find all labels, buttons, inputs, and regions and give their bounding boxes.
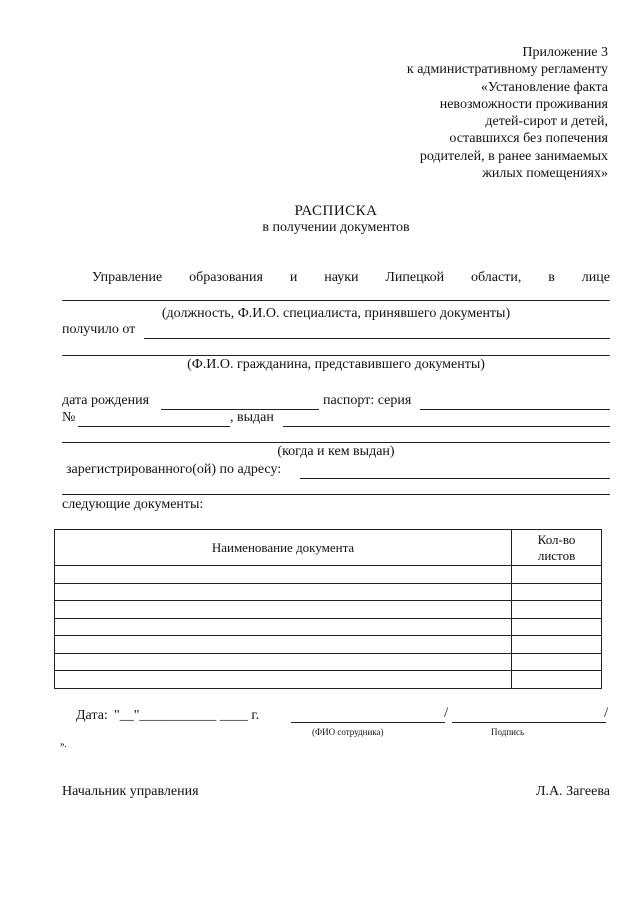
employee-name-caption: (ФИО сотрудника) — [312, 727, 384, 737]
stray-mark: ». — [60, 739, 67, 749]
table-row[interactable] — [55, 566, 602, 584]
sheet-count-cell[interactable] — [512, 636, 602, 654]
sheet-count-header — [512, 530, 602, 566]
appendix-header — [348, 44, 608, 182]
sheet-count-cell[interactable] — [512, 653, 602, 671]
intro-word: и — [289, 270, 298, 285]
header-line: невозможности проживания — [439, 96, 608, 112]
sheet-count-cell[interactable] — [512, 583, 602, 601]
specialist-caption: (должность, Ф.И.О. специалиста, принявшего документы) — [161, 306, 511, 321]
intro-line — [62, 270, 610, 286]
citizen-caption: (Ф.И.О. гражданина, представившего документы) — [187, 357, 485, 372]
header-line: «Установление факта — [480, 79, 608, 95]
doc-name-cell[interactable] — [55, 601, 512, 619]
intro-word: науки — [324, 270, 359, 285]
registered-address-label: зарегистрированного(ой) по адресу: — [66, 462, 282, 477]
birth-date-label: дата рождения — [62, 393, 150, 408]
table-row[interactable] — [55, 618, 602, 636]
document-title: РАСПИСКА — [294, 203, 378, 219]
signatory-position: Начальник управления — [62, 784, 199, 799]
issued-label: , выдан — [230, 410, 274, 425]
passport-series-label: паспорт: серия — [323, 393, 412, 408]
doc-name-cell[interactable] — [55, 636, 512, 654]
employee-name-field[interactable] — [291, 722, 445, 723]
slash-separator: / — [444, 705, 449, 721]
issued-continuation-field[interactable] — [62, 442, 610, 443]
received-from-field[interactable] — [144, 338, 610, 339]
header-line: родителей, в ранее занимаемых — [419, 148, 608, 164]
intro-word: Липецкой — [385, 270, 445, 285]
documents-label: следующие документы: — [62, 497, 204, 512]
header-line: детей-сирот и детей, — [485, 114, 608, 130]
registered-address-field[interactable] — [300, 478, 610, 479]
doc-name-cell[interactable] — [55, 583, 512, 601]
issued-field[interactable] — [283, 426, 610, 427]
passport-number-field[interactable] — [78, 426, 230, 427]
table-row[interactable] — [55, 601, 602, 619]
header-line: Приложение 3 — [522, 45, 608, 60]
sheet-count-header-text: Кол-во листов — [537, 531, 576, 563]
table-row[interactable] — [55, 653, 602, 671]
signature-caption: Подпись — [491, 727, 525, 737]
header-line: оставшихся без попечения — [449, 131, 608, 147]
citizen-name-field[interactable] — [62, 355, 610, 356]
intro-word: лице — [581, 270, 610, 285]
sheet-count-cell[interactable] — [512, 566, 602, 584]
issued-caption: (когда и кем выдан) — [277, 444, 395, 459]
header-line: жилых помещениях» — [482, 166, 608, 182]
doc-name-header: Наименование документа — [55, 530, 512, 566]
table-header-row — [55, 530, 602, 566]
passport-series-field[interactable] — [420, 409, 610, 410]
sheet-count-cell[interactable] — [512, 601, 602, 619]
date-label: Дата: — [76, 708, 108, 723]
intro-word: Управление — [92, 270, 163, 285]
sheet-count-cell[interactable] — [512, 671, 602, 689]
sheet-count-cell[interactable] — [512, 618, 602, 636]
slash-separator: / — [604, 705, 609, 721]
registered-address-continuation[interactable] — [62, 494, 610, 495]
documents-table — [54, 529, 602, 689]
intro-word: в — [548, 270, 555, 285]
signatory-name: Л.А. Загеева — [536, 784, 610, 799]
doc-name-cell[interactable] — [55, 671, 512, 689]
passport-number-label: № — [62, 410, 76, 425]
doc-name-cell[interactable] — [55, 566, 512, 584]
table-row[interactable] — [55, 583, 602, 601]
doc-name-cell[interactable] — [55, 653, 512, 671]
date-field[interactable]: "__"___________ ____ г. — [114, 708, 260, 723]
received-from-label: получило от — [62, 322, 136, 337]
specialist-field[interactable] — [62, 300, 610, 301]
header-line: к административному регламенту — [406, 62, 608, 78]
doc-name-cell[interactable] — [55, 618, 512, 636]
intro-word: области, — [471, 270, 522, 285]
signature-field[interactable] — [452, 722, 606, 723]
intro-word: образования — [189, 270, 263, 285]
table-row[interactable] — [55, 636, 602, 654]
document-subtitle: в получении документов — [262, 220, 410, 235]
table-row[interactable] — [55, 671, 602, 689]
